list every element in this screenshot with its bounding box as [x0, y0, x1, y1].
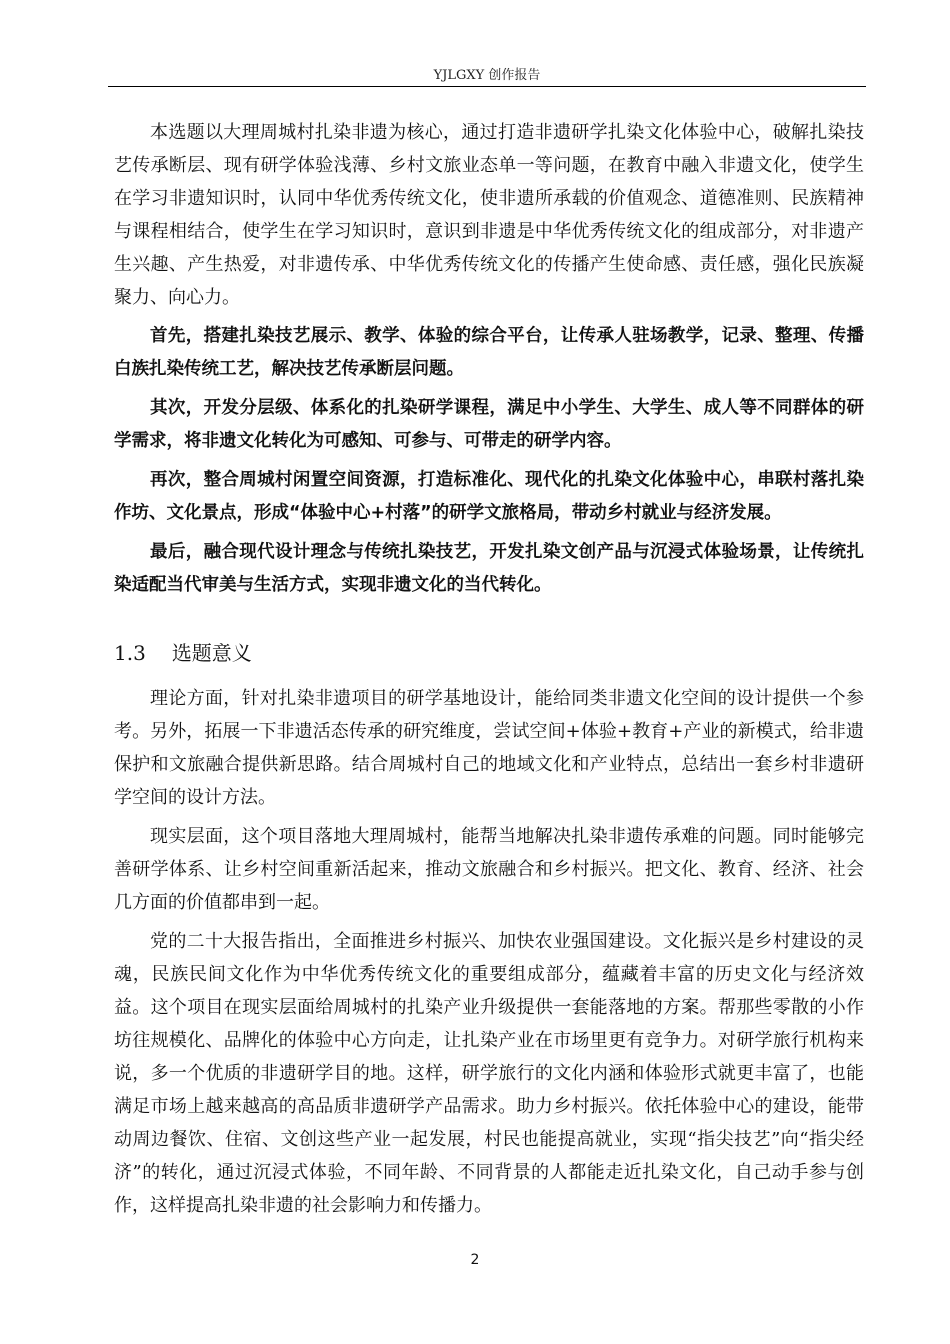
paragraph-first: 首先，搭建扎染技艺展示、教学、体验的综合平台，让传承人驻场教学，记录、整理、传播白族扎染传统工艺，解决技艺传承断层问题。: [114, 326, 864, 379]
paragraph-practice: 现实层面，这个项目落地大理周城村，能帮当地解决扎染非遗传承难的问题。同时能够完善研学体系、让乡村空间重新活起来，推动文旅融合和乡村振兴。把文化、教育、经济、社会几方面的价值都串到一起。: [114, 826, 864, 913]
page-number: 2: [470, 1252, 480, 1268]
section-number: 1.3: [114, 641, 146, 665]
body-text: [114, 116, 864, 1228]
section-heading: [114, 636, 864, 670]
paragraph-second: 其次，开发分层级、体系化的扎染研学课程，满足中小学生、大学生、成人等不同群体的研学需求，将非遗文化转化为可感知、可参与、可带走的研学内容。: [114, 398, 864, 451]
section-title: 选题意义: [171, 641, 252, 665]
header-divider: [108, 86, 866, 87]
paragraph-last: 最后，融合现代设计理念与传统扎染技艺，开发扎染文创产品与沉浸式体验场景，让传统扎染适配当代审美与生活方式，实现非遗文化的当代转化。: [114, 542, 864, 595]
paragraph-third: 再次，整合周城村闲置空间资源，打造标准化、现代化的扎染文化体验中心，串联村落扎染作坊、文化景点，形成“体验中心+村落”的研学文旅格局，带动乡村就业与经济发展。: [114, 470, 864, 523]
page-header: YJLGXY 创作报告: [433, 68, 541, 83]
paragraph-theory: 理论方面，针对扎染非遗项目的研学基地设计，能给同类非遗文化空间的设计提供一个参考。另外，拓展一下非遗活态传承的研究维度，尝试空间+体验+教育+产业的新模式，给非遗保护和文旅融合提供新思路。结合周城村自己的地域文化和产业特点，总结出一套乡村非遗研学空间的设计方法。: [114, 688, 864, 808]
paragraph-intro: 本选题以大理周城村扎染非遗为核心，通过打造非遗研学扎染文化体验中心，破解扎染技艺传承断层、现有研学体验浅薄、乡村文旅业态单一等问题，在教育中融入非遗文化，使学生在学习非遗知识时，认同中华优秀传统文化，使非遗所承载的价值观念、道德准则、民族精神与课程相结合，使学生在学习知识时，意识到非遗是中华优秀传统文化的组成部分，对非遗产生兴趣、产生热爱，对非遗传承、中华优秀传统文化的传播产生使命感、责任感，强化民族凝聚力、向心力。: [114, 122, 864, 308]
paragraph-policy: 党的二十大报告指出，全面推进乡村振兴、加快农业强国建设。文化振兴是乡村建设的灵魂，民族民间文化作为中华优秀传统文化的重要组成部分，蕴藏着丰富的历史文化与经济效益。这个项目在现实层面给周城村的扎染产业升级提供一套能落地的方案。帮那些零散的小作坊往规模化、品牌化的体验中心方向走，让扎染产业在市场里更有竞争力。对研学旅行机构来说，多一个优质的非遗研学目的地。这样，研学旅行的文化内涵和体验形式就更丰富了，也能满足市场上越来越高的高品质非遗研学产品需求。助力乡村振兴。依托体验中心的建设，能带动周边餐饮、住宿、文创这些产业一起发展，村民也能提高就业，实现“指尖技艺”向“指尖经济”的转化，通过沉浸式体验，不同年龄、不同背景的人都能走近扎染文化，自己动手参与创作，这样提高扎染非遗的社会影响力和传播力。: [114, 931, 864, 1216]
